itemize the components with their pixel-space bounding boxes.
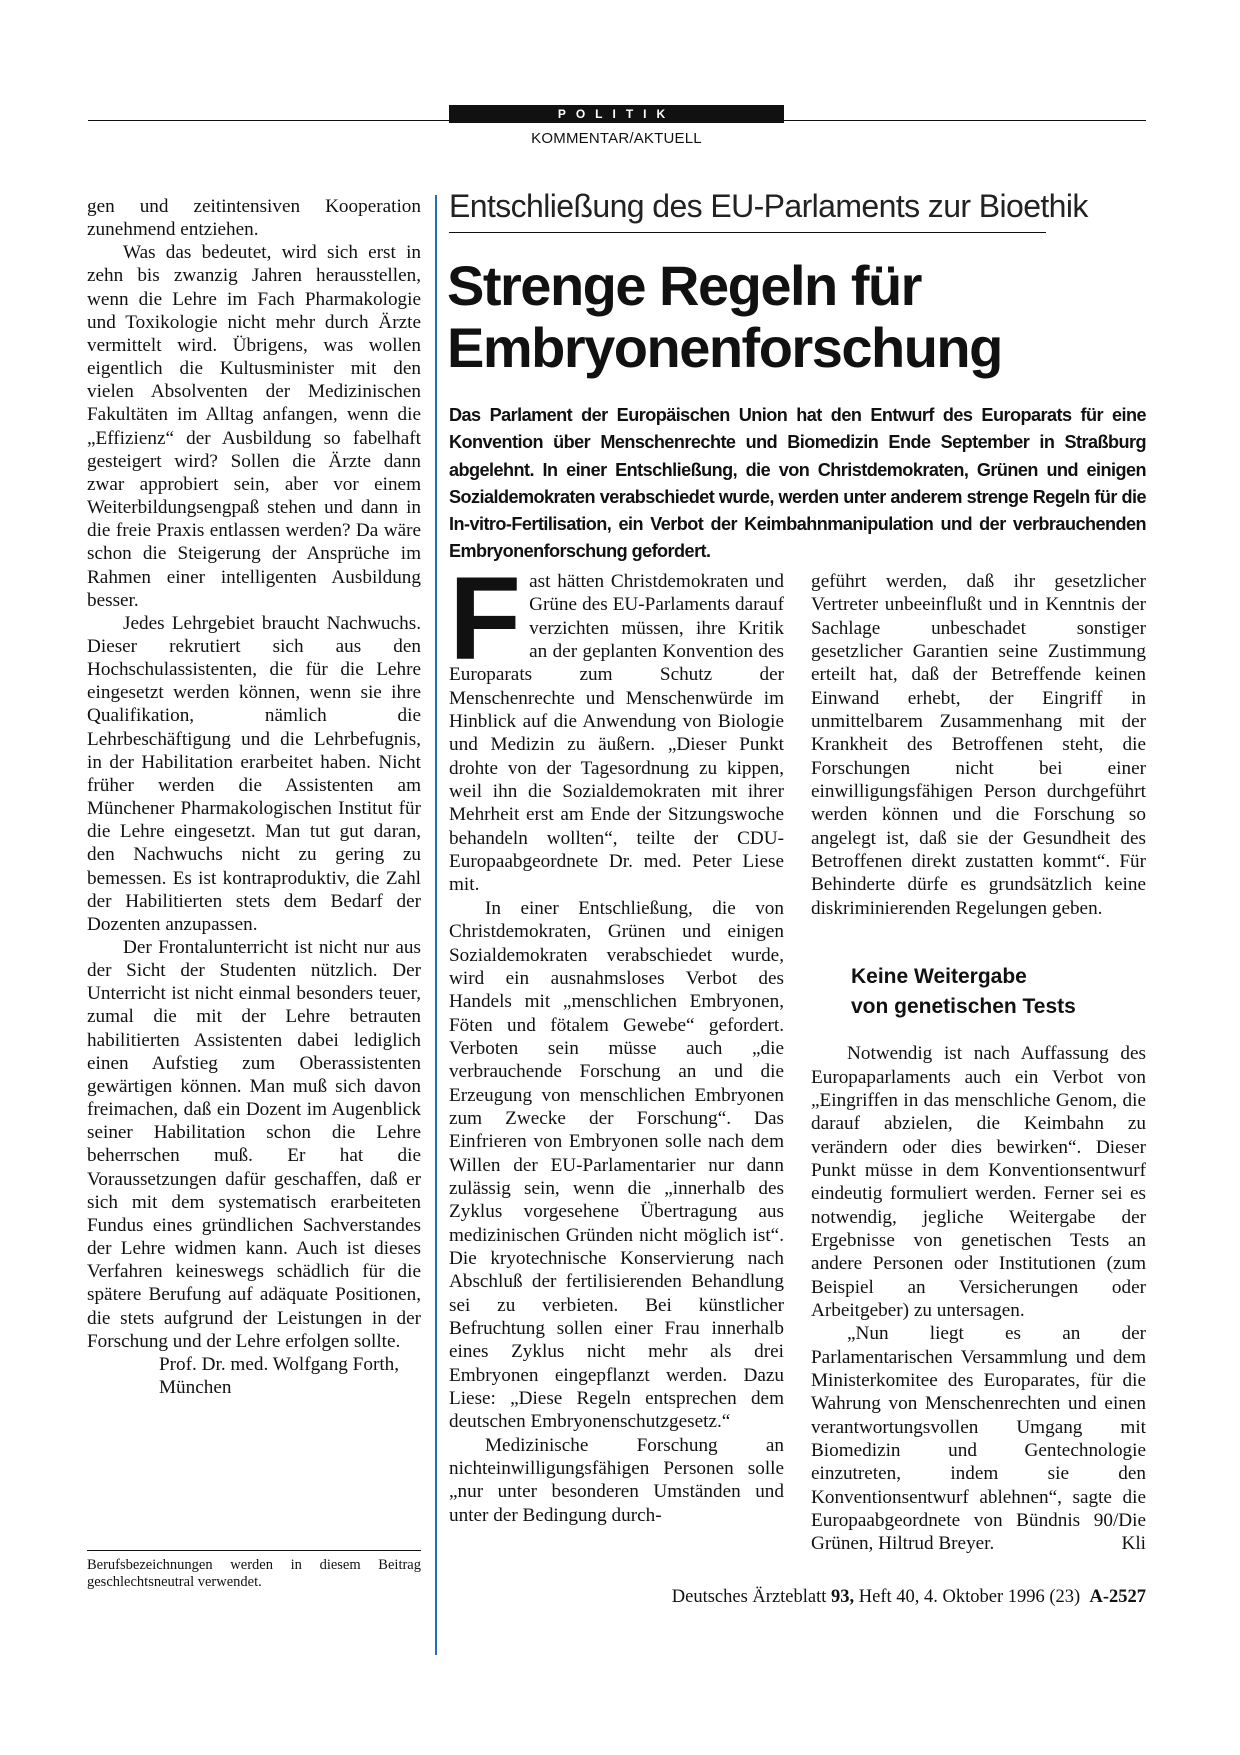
article-lead: Das Parlament der Europäischen Union hat den Entwurf des Europarats für eine Konvention über Menschenrechte und Biomedizin Ende September in Straßburg abgelehnt. In einer Entschließung, die von Christdemokraten, Grünen und einigen Sozialdemokraten verabschiedet wurde, werden unter anderem strenge Regeln für die In-vitro-Fertilisation, ein Verbot der Keimbahnmanipulation und der verbrauchenden Embryonenforschung gefordert. (449, 405, 1146, 562)
page-footer (672, 1587, 1146, 1608)
subheading-line-1: Keine Weitergabe (851, 965, 1027, 989)
footer-page: A-2527 (1089, 1587, 1146, 1607)
subheading (851, 962, 1146, 1022)
middle-paragraph-1: In einer Entschließung, die von Christdemokraten, Grünen und einigen Sozialdemokraten verabschiedet wurde, wird ein ausnahmsloses Verbot des Handels mit „menschlichen Embryonen, Föten und fötalem Gewebe“ gefordert. Verboten sein müsse auch „die verbrauchende Forschung an und die Erzeugung von menschlichen Embryonen zum Zwecke der Forschung“. Das Einfrieren von Embryonen solle nach dem Willen der EU-Parlamentarier nur dann zulässig sein, wenn die „innerhalb des Zyklus vorgesehene Übertragung aus medizinischen Gründen nicht möglich ist“. Die kryotechnische Konservierung nach Abschluß der fertilisierenden Behandlung sei zu verbieten. Bei künstlicher Befruchtung sollen einer Frau innerhalb eines Zyklus nicht mehr als drei Embryonen eingepflanzt werden. Dazu Liese: „Diese Regeln entsprechen dem deutschen Embryonenschutzgesetz.“ (449, 897, 784, 1433)
right-column (811, 570, 1146, 1556)
footer-journal: Deutsches Ärzteblatt (671, 1587, 827, 1607)
section-label: POLITIK (449, 105, 784, 123)
kicker-rule (449, 232, 1046, 233)
last-paragraph-text: „Nun liegt es an der Parlamentarischen Versammlung und dem Ministerkomitee des Europarates, für die Wahrung von Menschenrechten und einen verantwortungsvollen Umgang mit Biomedizin und Gentechnologie einzutreten, indem sie den Konventionsentwurf ablehnen“, sagte die Europaabgeordnete von Bündnis 90/Die Grünen, Hiltrud Breyer. (811, 1323, 1146, 1555)
right-paragraph-1: Notwendig ist nach Auffassung des Europaparlaments auch ein Verbot von „Eingriffen in das menschliche Genom, die darauf abzielen, die Keimbahn zu verändern oder dies bewirken“. Dieser Punkt müsse in dem Konventionsentwurf eindeutig formuliert werden. Ferner sei es notwendig, jegliche Weitergabe der Ergebnisse von genetischen Tests an andere Personen oder Institutionen (zum Beispiel an Versicherungen oder Arbeitgeber) zu untersagen. (811, 1043, 1146, 1321)
signature-name: Prof. Dr. med. Wolfgang Forth, (159, 1353, 400, 1375)
first-paragraph-text: ast hätten Christdemokraten und Grüne des EU-Parlaments darauf verzichten müssen, ihre Kritik an der geplanten Konvention des Europarats zum Schutz der Menschenrechte und Menschenwürde im Hinblick auf die Anwendung von Biologie und Medizin zu äußern. „Dieser Punkt drohte von der Tagesordnung zu kippen, weil ihn die Sozialdemokraten mit ihrer Mehrheit erst am Ende der Sitzungswoche behandeln wollten“, teilte der CDU-Europaabgeordnete Dr. med. Peter Liese mit. (449, 571, 784, 896)
headline-line-1: Strenge Regeln für (447, 254, 921, 317)
left-paragraph-2: Was das bedeutet, wird sich erst in zehn bis zwanzig Jahren herausstellen, wenn die Lehre im Fach Pharmakologie und Toxikologie nicht mehr durch Ärzte vermittelt wird. Übrigens, was wollen eigentlich die Kultusminister mit den vielen Absolventen der Medizinischen Fakultäten im Alltag anfangen, wenn die „Effizienz“ der Ausbildung so fabelhaft gesteigert wird? Sollen die Ärzte dann zwar approbiert sein, aber vor einem Weiterbildungsengpaß stehen und dann in die freie Praxis entlassen werden? Da wäre schon die Steigerung der Ansprüche im Rahmen einer intelligenten Ausbildung besser. (87, 242, 421, 611)
signature-city: München (159, 1376, 232, 1398)
right-paragraph-2 (811, 1322, 1146, 1555)
middle-column (449, 553, 784, 1527)
footer-volume: 93, (831, 1587, 855, 1607)
column-divider (435, 195, 437, 1655)
right-continuation: geführt werden, daß ihr gesetzlicher Vertreter unbeeinflußt und in Kenntnis der Sachlage unbeschadet sonstiger gesetzlicher Garantien seine Zustimmung erteilt hat, daß der Betreffende keinen Einwand erhebt, der Eingriff in unmittelbarem Zusammenhang mit der Krankheit des Betroffenen steht, die Forschungen nicht bei einer einwilligungsfähigen Person durchgeführt werden können und die Forschung so angelegt ist, daß sie der Gesundheit des Betroffenen direkt zustatten kommt“. Für Behinderte dürfe es grundsätzlich keine diskriminierenden Regelungen geben. (811, 571, 1146, 919)
first-paragraph (449, 553, 784, 897)
footer-issue: Heft 40, 4. Oktober 1996 (23) (858, 1587, 1081, 1607)
footnote-rule (87, 1550, 421, 1551)
article-kicker: Entschließung des EU-Parlaments zur Bioethik (449, 188, 1088, 224)
left-paragraph-1: gen und zeitintensiven Kooperation zunehmend entziehen. (87, 196, 421, 241)
subheading-line-2: von genetischen Tests (851, 995, 1076, 1019)
middle-paragraph-2: Medizinische Forschung an nichteinwilligungsfähigen Personen solle „nur unter besonderen Umständen und unter der Bedingung durch- (449, 1434, 784, 1526)
author-initials: Kli (1121, 1533, 1146, 1555)
left-column (87, 195, 421, 1399)
left-paragraph-4: Der Frontalunterricht ist nicht nur aus der Sicht der Studenten nützlich. Der Unterricht ist nicht einmal besonders teuer, zumal die mit der Lehre betrauten habilitierten Assistenten dabei lediglich einen Aufstieg zum Oberassistenten gewärtigen können. Man muß sich davon freimachen, daß ein Dozent im Augenblick seiner Habilitation schon die Lehre beherrschen muß. Er hat die Voraussetzungen dafür geschaffen, daß er sich mit dem systematisch erarbeiteten Fundus eines gründlichen Sachverstandes der Lehre widmen kann. Auch ist dieses Verfahren keineswegs schädlich für die spätere Berufung auf adäquate Positionen, die stets aufgrund der Leistungen in der Forschung und der Lehre erfolgen sollte. (87, 937, 421, 1352)
subsection-label: KOMMENTAR/AKTUELL (531, 130, 702, 147)
drop-cap: F (449, 553, 522, 685)
left-paragraph-3: Jedes Lehrgebiet braucht Nachwuchs. Dieser rekrutiert sich aus den Hochschulassistenten, die für die Lehre eingesetzt werden können, wenn sie ihre Qualifikation, nämlich die Lehrbeschäftigung und die Lehrbefugnis, in der Habilitation erarbeitet haben. Nicht früher werden die Assistenten am Münchener Pharmakologischen Institut für die Lehre eingesetzt. Man tut gut daran, den Nachwuchs nicht zu gering zu bemessen. Es ist kontraproduktiv, die Zahl der Habilitierten stets dem Bedarf der Dozenten anzupassen. (87, 612, 421, 935)
article-headline (447, 255, 1147, 379)
footnote: Berufsbezeichnungen werden in diesem Beitrag geschlechtsneutral verwendet. (87, 1557, 421, 1590)
headline-line-2: Embryonenforschung (447, 316, 1002, 379)
